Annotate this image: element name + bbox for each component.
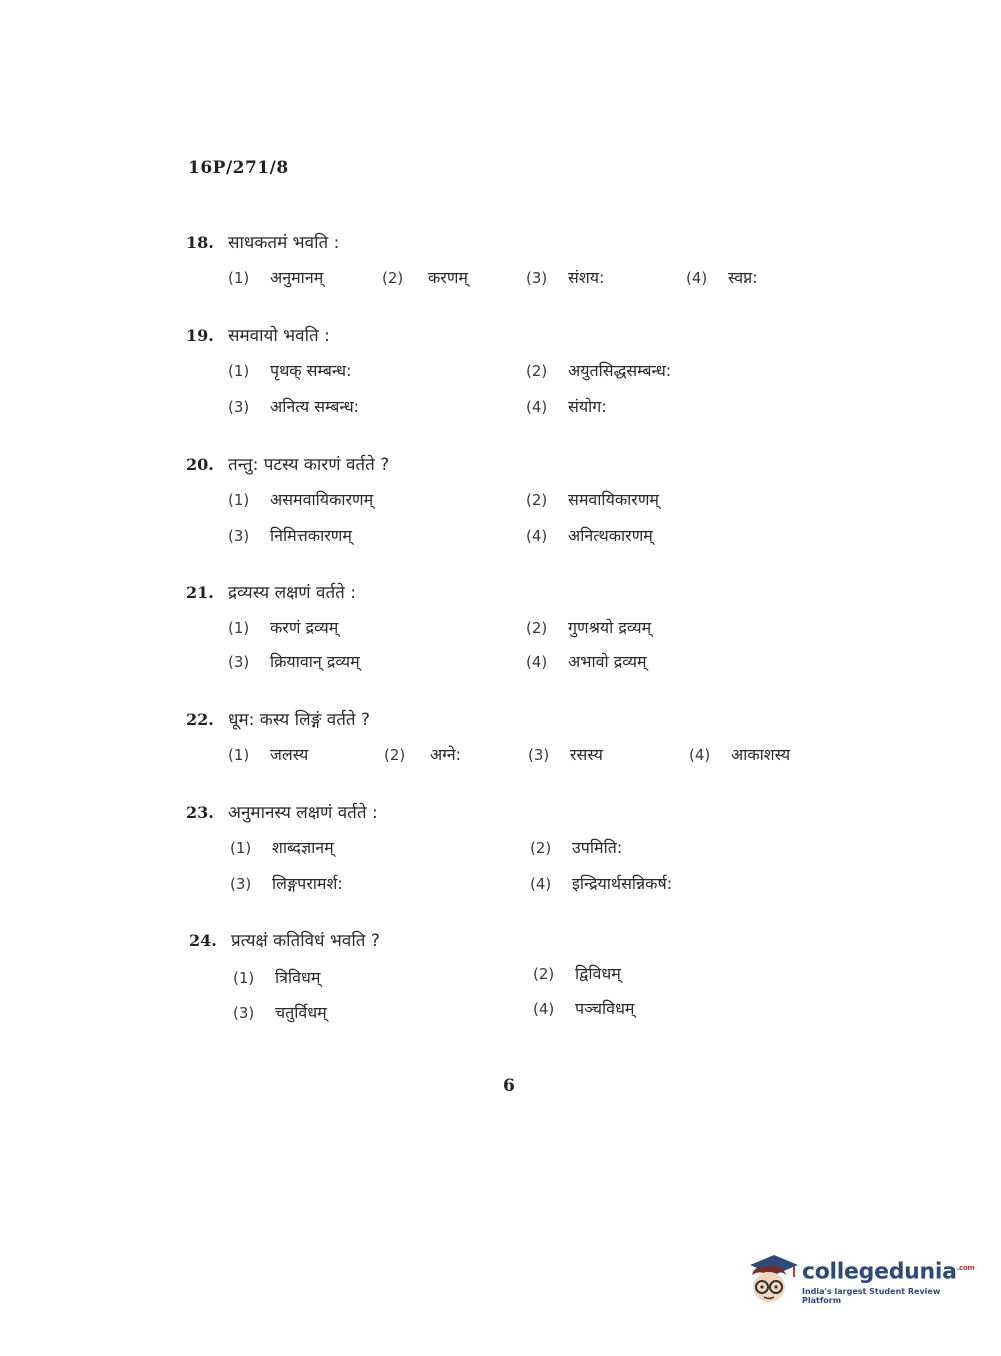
option-4 [686, 266, 758, 288]
option-number: (3) [526, 269, 548, 287]
question-20 [186, 452, 846, 545]
option-text: संशय: [568, 268, 605, 287]
question-21 [186, 580, 846, 671]
option-number: (2) [384, 746, 406, 764]
option-number: (2) [526, 491, 548, 509]
option-text: समवायिकारणम् [568, 490, 659, 509]
brand-suffix: .com [956, 1263, 975, 1272]
option-1 [230, 836, 334, 858]
option-4 [526, 395, 607, 417]
option-text: क्रियावान् द्रव्यम् [270, 652, 360, 671]
question-text: धूम: कस्य लिङ्गं वर्तते ? [228, 710, 371, 730]
option-1 [228, 488, 373, 510]
question-22 [186, 707, 846, 764]
option-text: स्वप्न: [728, 268, 758, 287]
option-text: पञ्चविधम् [575, 999, 635, 1018]
option-text: अयुतसिद्धसम्बन्ध: [568, 361, 672, 380]
option-number: (2) [526, 362, 548, 380]
question-text: प्रत्यक्षं कतिविधं भवति ? [231, 931, 380, 951]
option-number: (2) [382, 269, 404, 287]
option-text: जलस्य [270, 745, 309, 764]
question-number: 23. [186, 803, 214, 822]
option-1 [233, 966, 320, 988]
option-number: (4) [533, 1000, 555, 1018]
option-3 [230, 872, 343, 894]
option-number: (4) [526, 527, 548, 545]
option-text: अनुमानम् [270, 268, 324, 287]
option-text: रसस्य [570, 745, 603, 764]
option-number: (1) [228, 362, 250, 380]
option-number: (2) [526, 619, 548, 637]
option-text: अनित्य सम्बन्ध: [270, 397, 360, 416]
page-code: 16P/271/8 [188, 158, 289, 178]
option-number: (2) [533, 965, 555, 983]
option-text: द्विविधम् [575, 964, 621, 983]
logo-brand [802, 1255, 974, 1285]
option-3 [228, 395, 359, 417]
logo-tagline: India's largest Student Review Platform [802, 1287, 941, 1306]
option-number: (3) [233, 1004, 255, 1022]
option-text: पृथक् सम्बन्ध: [270, 361, 352, 380]
option-number: (3) [228, 653, 250, 671]
option-2 [533, 962, 621, 984]
option-4 [530, 872, 672, 894]
option-2 [382, 266, 468, 288]
question-23 [186, 800, 846, 893]
option-text: असमवायिकारणम् [270, 490, 374, 509]
option-3 [526, 266, 604, 288]
option-number: (1) [228, 491, 250, 509]
option-4 [526, 650, 647, 672]
page-number: 6 [503, 1076, 515, 1096]
option-number: (2) [530, 839, 552, 857]
student-mascot-icon [742, 1251, 800, 1309]
option-number: (4) [686, 269, 708, 287]
question-number: 24. [189, 931, 217, 950]
question-text: समवायो भवति : [228, 326, 330, 346]
question-number: 19. [186, 326, 214, 345]
option-text: लिङ्गपरामर्श: [272, 874, 343, 893]
option-text: अनित्थकारणम् [568, 526, 653, 545]
question-text: द्रव्यस्य लक्षणं वर्तते : [228, 583, 356, 603]
option-text: चतुर्विधम् [275, 1003, 327, 1022]
option-2 [530, 836, 622, 858]
option-1 [228, 359, 352, 381]
question-text: अनुमानस्य लक्षणं वर्तते : [228, 803, 378, 823]
option-number: (1) [228, 619, 250, 637]
option-number: (4) [689, 746, 711, 764]
option-3 [528, 743, 603, 765]
option-number: (3) [230, 875, 252, 893]
question-text: साधकतमं भवति : [228, 233, 340, 253]
option-4 [533, 997, 635, 1019]
option-3 [228, 524, 352, 546]
option-number: (1) [228, 269, 250, 287]
option-2 [384, 743, 461, 765]
option-2 [526, 359, 671, 381]
question-number: 22. [186, 710, 214, 729]
question-number: 18. [186, 233, 214, 252]
option-text: शाब्दज्ञानम् [272, 838, 334, 857]
option-text: त्रिविधम् [275, 968, 321, 987]
option-4 [689, 743, 790, 765]
option-text: करणं द्रव्यम् [270, 618, 339, 637]
option-1 [228, 743, 308, 765]
option-number: (4) [526, 653, 548, 671]
option-text: निमित्तकारणम् [270, 526, 352, 545]
question-19 [186, 323, 846, 416]
option-text: करणम् [428, 268, 468, 287]
option-number: (4) [526, 398, 548, 416]
option-number: (4) [530, 875, 552, 893]
option-3 [228, 650, 360, 672]
option-text: अग्ने: [430, 745, 461, 764]
option-text: इन्द्रियार्थसन्निकर्ष: [572, 874, 673, 893]
option-number: (1) [233, 969, 255, 987]
option-number: (3) [228, 398, 250, 416]
question-text: तन्तु: पटस्य कारणं वर्तते ? [228, 455, 390, 475]
option-text: अभावो द्रव्यम् [568, 652, 647, 671]
option-text: आकाशस्य [731, 745, 791, 764]
option-number: (3) [228, 527, 250, 545]
collegedunia-watermark [742, 1250, 975, 1310]
option-number: (1) [230, 839, 252, 857]
option-2 [526, 488, 659, 510]
question-24 [189, 928, 849, 1022]
option-4 [526, 524, 653, 546]
question-number: 20. [186, 455, 214, 474]
option-text: संयोग: [568, 397, 607, 416]
option-number: (1) [228, 746, 250, 764]
option-number: (3) [528, 746, 550, 764]
option-1 [228, 266, 323, 288]
brand-name: collegedunia [802, 1259, 957, 1285]
option-2 [526, 616, 651, 638]
question-18 [186, 230, 846, 287]
logo-text [802, 1255, 974, 1305]
option-text: गुणश्रयो द्रव्यम् [568, 618, 652, 637]
option-3 [233, 1001, 327, 1023]
option-1 [228, 616, 338, 638]
option-text: उपमिति: [572, 838, 623, 857]
question-number: 21. [186, 583, 214, 602]
